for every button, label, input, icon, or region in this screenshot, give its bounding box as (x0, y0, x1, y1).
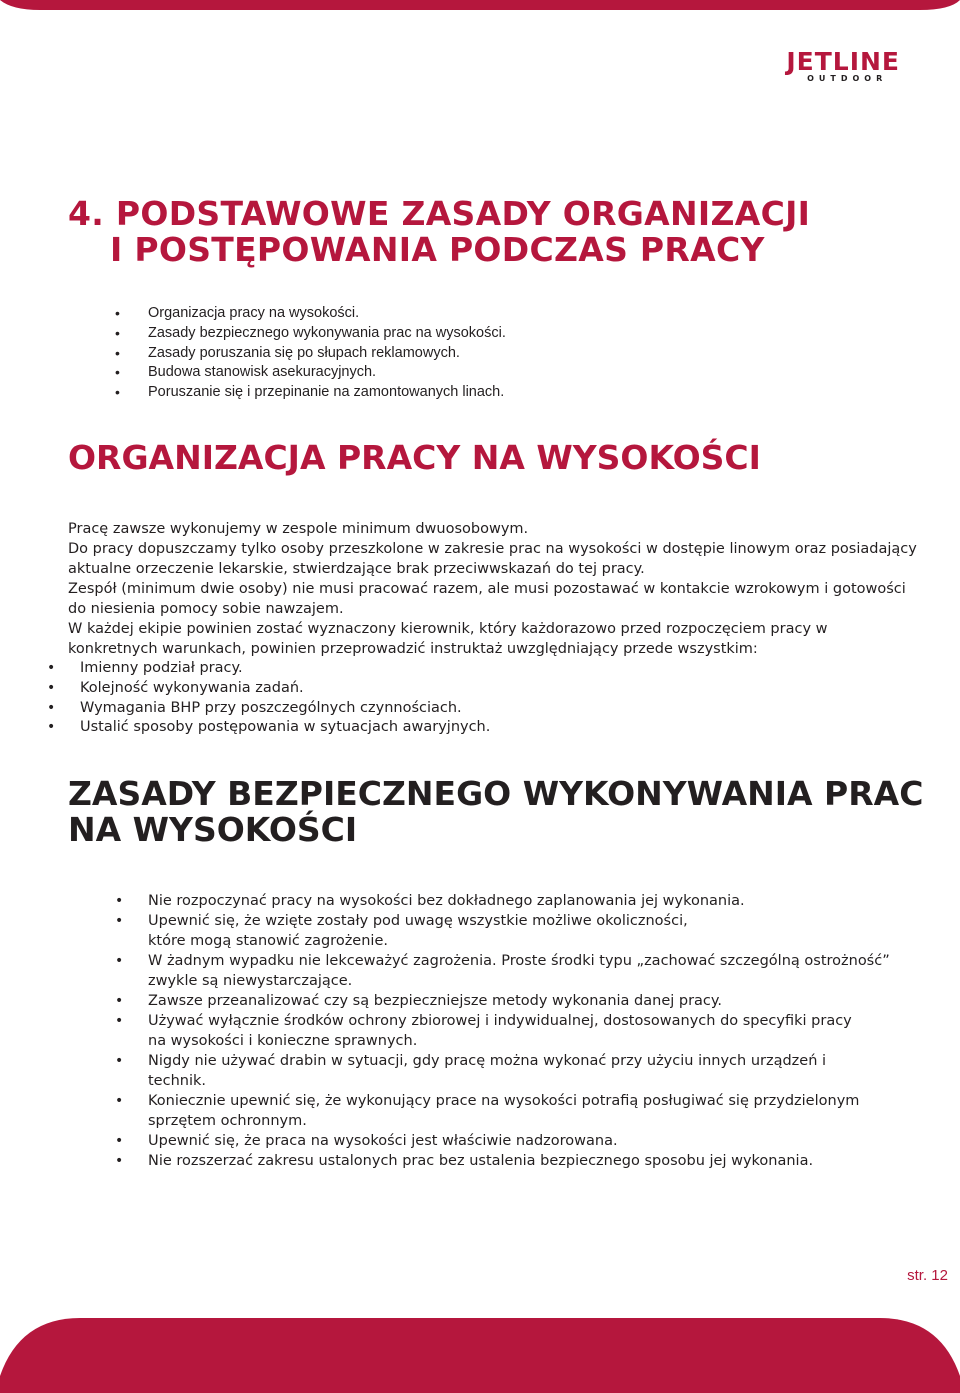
list-item: • Organizacja pracy na wysokości. (68, 304, 888, 324)
intro-list (68, 304, 888, 403)
list-item: • Zasady poruszania się po słupach reklamowych. (68, 344, 888, 364)
chapter-title-line-1: 4. PODSTAWOWE ZASADY ORGANIZACJI (68, 194, 811, 233)
list-item: • Zasady bezpiecznego wykonywania prac na wysokości. (68, 324, 888, 344)
footer-decorative-band (0, 1316, 960, 1393)
paragraph: Zespół (minimum dwie osoby) nie musi pracować razem, ale musi pozostawać w kontakcie wzrokowym i gotowości do niesienia pomocy sobie nawzajem. (68, 581, 906, 617)
list-item: • Ustalić sposoby postępowania w sytuacjach awaryjnych. (0, 718, 918, 738)
instruction-list (68, 659, 918, 738)
jetline-logo (786, 47, 900, 83)
list-item: • W żadnym wypadku nie lekceważyć zagrożenia. Proste środki typu „zachować szczególną ostrożność” zwykle są niewystarczające. (68, 951, 928, 991)
list-item: • Imienny podział pracy. (0, 659, 918, 679)
list-item: • Poruszanie się i przepinanie na zamontowanych linach. (68, 383, 888, 403)
safety-rules-list (68, 891, 928, 1171)
section-heading-line-2: NA WYSOKOŚCI (68, 810, 358, 849)
list-item: • Nie rozpoczynać pracy na wysokości bez dokładnego zaplanowania jej wykonania. (68, 891, 928, 911)
section-heading-organizacja: ORGANIZACJA PRACY NA WYSOKOŚCI (68, 438, 761, 477)
section-organizacja-body (68, 519, 918, 738)
paragraph: Pracę zawsze wykonujemy w zespole minimum dwuosobowym. (68, 521, 529, 537)
list-item: • Zawsze przeanalizować czy są bezpieczniejsze metody wykonania danej pracy. (68, 991, 928, 1011)
top-decorative-band (0, 0, 960, 14)
section-heading-zasady (68, 776, 923, 848)
logo-subtitle: OUTDOOR (807, 74, 888, 83)
list-item: • Wymagania BHP przy poszczególnych czynnościach. (0, 699, 918, 719)
list-item: • Budowa stanowisk asekuracyjnych. (68, 363, 888, 383)
chapter-title (68, 196, 810, 268)
logo-wordmark: JETLINE (786, 47, 900, 76)
list-item: • Używać wyłącznie środków ochrony zbiorowej i indywidualnej, dostosowanych do specyfiki pracy na wysokości i konieczne sprawnych. (68, 1011, 928, 1051)
list-item: • Kolejność wykonywania zadań. (0, 679, 918, 699)
list-item: • Nigdy nie używać drabin w sytuacji, gdy pracę można wykonać przy użyciu innych urządzeń i technik. (68, 1051, 928, 1091)
paragraph: Do pracy dopuszczamy tylko osoby przeszkolone w zakresie prac na wysokości w dostępie linowym oraz posiadający aktualne orzeczenie lekarskie, stwierdzające brak przeciwwskazań do tej pracy. (68, 541, 917, 577)
list-item: • Nie rozszerzać zakresu ustalonych prac bez ustalenia bezpiecznego sposobu jej wykonania. (68, 1151, 928, 1171)
chapter-title-line-2: I POSTĘPOWANIA PODCZAS PRACY (110, 230, 765, 269)
section-heading-line-1: ZASADY BEZPIECZNEGO WYKONYWANIA PRAC (68, 774, 924, 813)
page-number: str. 12 (907, 1267, 948, 1284)
list-item: • Koniecznie upewnić się, że wykonujący prace na wysokości potrafią posługiwać się przydzielonym sprzętem ochronnym. (68, 1091, 928, 1131)
paragraph: W każdej ekipie powinien zostać wyznaczony kierownik, który każdorazowo przed rozpoczęciem pracy w konkretnych warunkach, powinien przeprowadzić instruktaż uwzględniający przede wszystkim: (68, 621, 828, 657)
list-item: • Upewnić się, że praca na wysokości jest właściwie nadzorowana. (68, 1131, 928, 1151)
list-item: • Upewnić się, że wzięte zostały pod uwagę wszystkie możliwe okoliczności, które mogą stanowić zagrożenie. (68, 911, 928, 951)
